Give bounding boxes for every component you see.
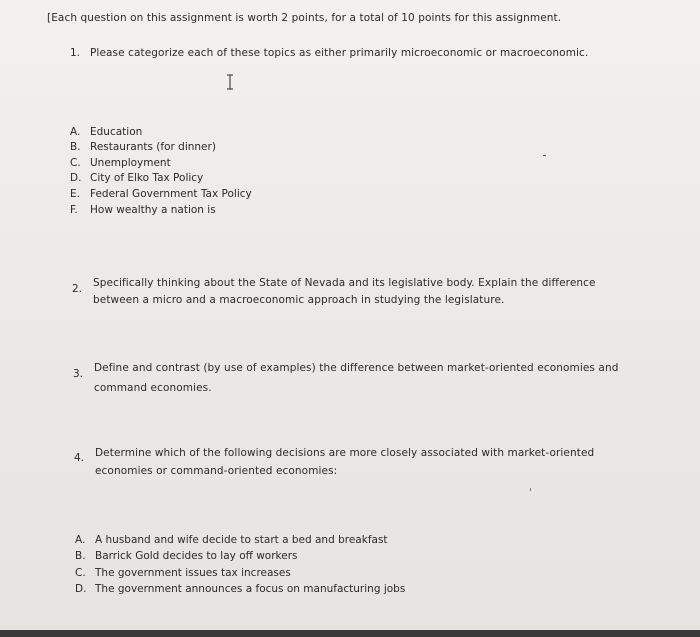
question-1-number: 1. bbox=[70, 47, 81, 59]
q1-option-letter: A. bbox=[70, 126, 81, 138]
stray-mark bbox=[530, 488, 531, 491]
q4-option-text: The government issues tax increases bbox=[95, 567, 291, 579]
question-4-line-2: economies or command-oriented economies: bbox=[95, 465, 338, 477]
stray-mark bbox=[543, 155, 546, 156]
q1-option-text: How wealthy a nation is bbox=[90, 204, 216, 216]
question-2-line-2: between a micro and a macroeconomic approach in studying the legislature. bbox=[93, 294, 505, 306]
q1-option-letter: D. bbox=[70, 172, 82, 184]
assignment-header: [Each question on this assignment is worth 2 points, for a total of 10 points for this assignment. bbox=[47, 12, 562, 24]
q4-option-text: A husband and wife decide to start a bed and breakfast bbox=[95, 534, 388, 546]
q4-option-c bbox=[75, 567, 291, 579]
q1-option-letter: C. bbox=[70, 157, 81, 169]
q4-option-b bbox=[75, 550, 297, 562]
question-4-number: 4. bbox=[74, 452, 85, 464]
q1-option-d bbox=[70, 172, 203, 184]
q1-option-text: Restaurants (for dinner) bbox=[90, 141, 216, 153]
q1-option-text: Education bbox=[90, 126, 143, 138]
q1-option-e bbox=[70, 188, 252, 200]
question-3-line-2: command economies. bbox=[94, 382, 212, 394]
q4-option-letter: B. bbox=[75, 550, 86, 562]
question-4-line-1: Determine which of the following decisions are more closely associated with market-oriented bbox=[95, 447, 595, 459]
q1-option-f bbox=[70, 204, 216, 216]
q1-option-a bbox=[70, 126, 142, 138]
q1-option-b bbox=[70, 141, 216, 153]
q4-option-letter: A. bbox=[75, 534, 86, 546]
q4-option-letter: D. bbox=[75, 583, 87, 595]
q1-option-letter: B. bbox=[70, 141, 81, 153]
text-cursor-icon bbox=[225, 74, 235, 90]
question-3-line-1: Define and contrast (by use of examples) the difference between market-oriented economies and bbox=[94, 362, 619, 374]
q4-option-a bbox=[75, 534, 388, 546]
q4-option-d bbox=[75, 583, 405, 595]
q1-option-text: City of Elko Tax Policy bbox=[90, 172, 204, 184]
page-bottom-edge bbox=[0, 630, 700, 637]
q1-option-letter: E. bbox=[70, 188, 80, 200]
q1-option-text: Federal Government Tax Policy bbox=[90, 188, 252, 200]
q1-option-letter: F. bbox=[70, 204, 78, 216]
q1-option-text: Unemployment bbox=[90, 157, 171, 169]
question-2-number: 2. bbox=[72, 283, 83, 295]
question-1-text: Please categorize each of these topics as either primarily microeconomic or macroeconomic. bbox=[90, 47, 589, 59]
q1-option-c bbox=[70, 157, 171, 169]
q4-option-text: Barrick Gold decides to lay off workers bbox=[95, 550, 298, 562]
q4-option-text: The government announces a focus on manufacturing jobs bbox=[95, 583, 406, 595]
question-3-number: 3. bbox=[73, 368, 84, 380]
q4-option-letter: C. bbox=[75, 567, 86, 579]
question-2-line-1: Specifically thinking about the State of Nevada and its legislative body. Explain the difference bbox=[93, 277, 596, 289]
